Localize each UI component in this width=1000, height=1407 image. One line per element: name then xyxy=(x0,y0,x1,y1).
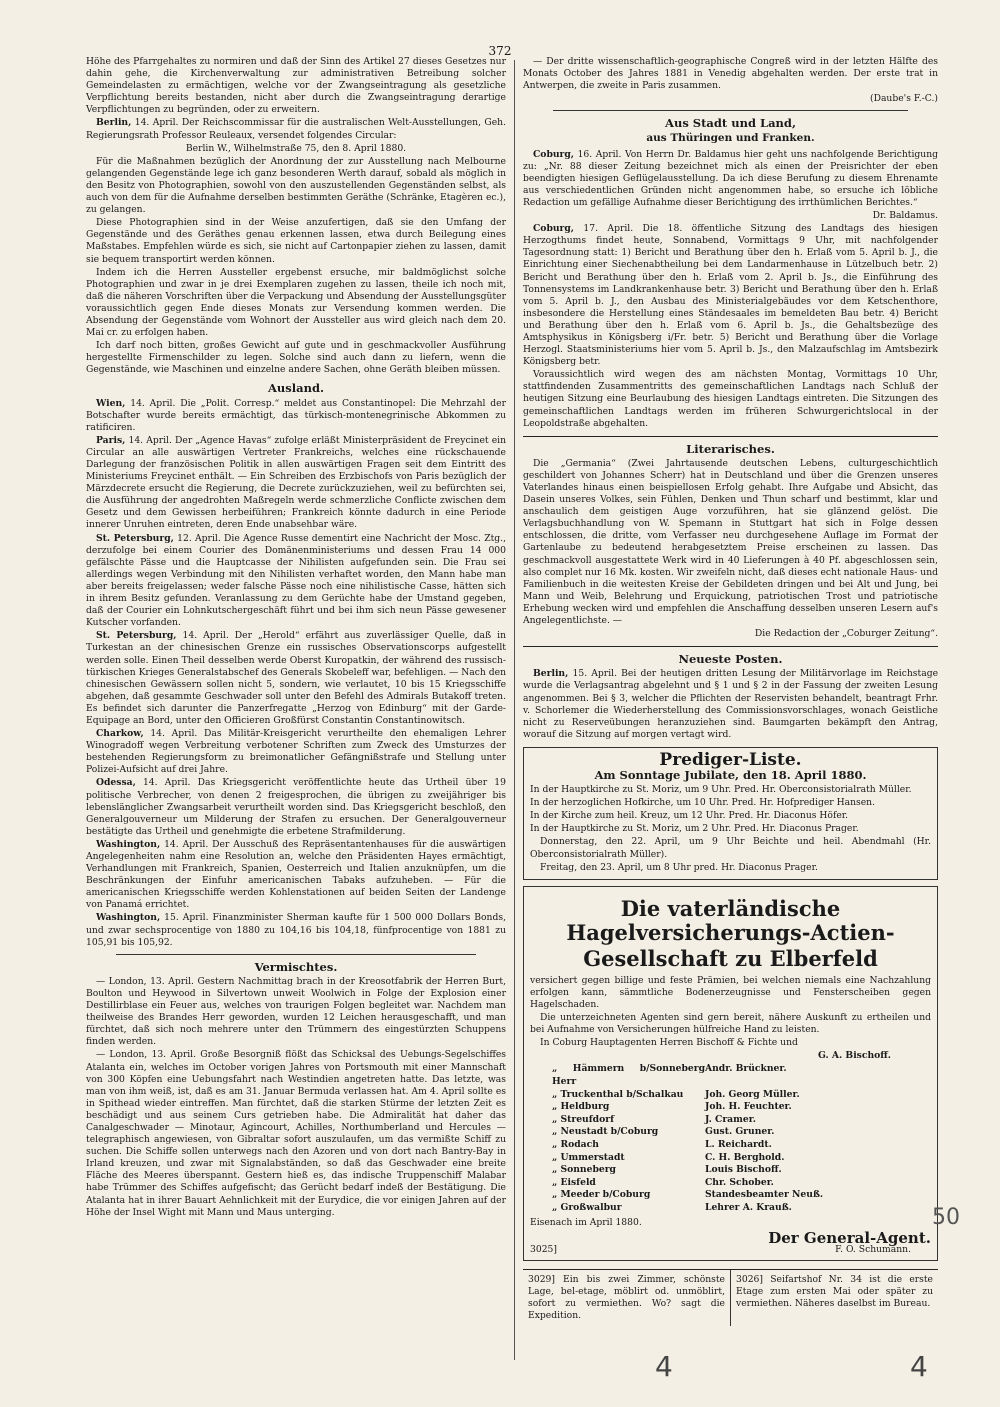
agent-intro: G. A. Bischoff. xyxy=(817,1050,891,1062)
agent-row xyxy=(530,1139,931,1152)
article-paragraph: Washington, 14. April. Der Ausschuß des Repräsentantenhauses für die auswärtigen Angelegenheiten nahm eine Resolution an, welche den Präsidenten Hayes ermächtigt, Verhandlungen mit Frankreich, Spanien, Oesterreich und Italien anzuknüpfen, um die Beschränkungen der Einfuhr americanischen Tabaks aufzuheben. — Für die americanischen Kriegsschiffe werden Kohlenstationen auf beiden Seiten der Landenge von Panamá errichtet. xyxy=(86,838,507,911)
agent-list xyxy=(530,1063,931,1214)
agent-name: Louis Bischoff. xyxy=(705,1164,782,1176)
article-paragraph: Wien, 14. April. Die „Polit. Corresp.“ meldet aus Constantinopel: Die Mehrzahl der Botschafter wurde bereits ermächtigt, das türkisch-montenegrinische Abkommen zu ratificiren. xyxy=(86,397,506,433)
ad-text: versichert gegen billige und feste Prämien, bei welchen niemals eine Nachzahlung erfolgen kann, sämmtliche Bodenerzeugnisse und Fensterscheiben gegen Hagelschaden. xyxy=(530,974,931,1010)
service-entry: In der Kirche zum heil. Kreuz, um 12 Uhr. Pred. Hr. Diaconus Höfer. xyxy=(530,810,849,822)
article-paragraph: Coburg, 16. April. Von Herrn Dr. Baldamus hier geht uns nachfolgende Berichtigung zu: „Nr. 88 dieser Zeitung bezeichnet mich als einen der Preisrichter der eben beendigten hiesigen Geflügelausstellung. Da ich diese Berufung zu diesem Ehrenamte aus verschiedentlichen Gründen nicht angenommen habe, so ersuche ich löbliche Redaction um gefällige Aufnahme dieser Berichtigung des irrthümlichen Berichtes.“ xyxy=(523,148,938,208)
agent-place: „ Heldburg xyxy=(552,1101,610,1113)
article-paragraph: Berlin W., Wilhelmstraße 75, den 8. April 1880. xyxy=(185,142,407,154)
agent-name: J. Cramer. xyxy=(705,1113,756,1125)
prediger-liste-subtitle: Am Sonntage Jubilate, den 18. April 1880. xyxy=(594,767,867,782)
ad-title: Gesellschaft zu Elberfeld xyxy=(583,945,878,971)
article-paragraph: Voraussichtlich wird wegen des am nächsten Montag, Vormittags 10 Uhr, stattfindenden Zusammentritts des gemeinschaftlichen Landtags nach Schluß der heutigen Sitzung eine Beurlaubung des hiesigen Landtags eintreten. Die Sitzungen des gemeinschaftlichen Landtags werden im früheren Schwurgerichtslocal in der Leopoldstraße abgehalten. xyxy=(523,369,938,429)
prediger-liste-box xyxy=(523,747,938,880)
divider xyxy=(523,436,938,437)
agent-name: Chr. Schober. xyxy=(705,1176,774,1188)
agent-intro: In Coburg Hauptagenten Herren Bischoff & Fichte und xyxy=(540,1037,798,1049)
article-paragraph: Berlin, 15. April. Bei der heutigen dritten Lesung der Militärvorlage im Reichstage wurde die Verlagsantrag abgelehnt und § 1 und § 2 in der Fassung der zweiten Lesung angenommen. Bei § 3, welcher die Pflichten der Reservisten behandelt, beantragt Frhr. v. Schorlemer die Wiederherstellung des Commissionsvorschlages, wonach Geistliche nicht zu Reserveübungen heranzuziehen sind. Baumgarten bekämpft den Antrag, worauf die Sitzung auf morgen vertagt wird. xyxy=(523,668,939,740)
agent-name: Joh. H. Feuchter. xyxy=(705,1101,792,1113)
article-paragraph: Die „Germania“ (Zwei Jahrtausende deutschen Lebens, culturgeschichtlich geschildert von Johannes Scherr) hat in Deutschland und über die Grenzen unseres Vaterlandes hinaus einen beispiellosen Erfolg gehabt. Ihre Aufgabe und Absicht, das Dasein unseres Volkes, sein Fühlen, Denken und Thun scharf und bestimmt, klar und anschaulich dem geistigen Auge vorzuführen, hat sie glänzend gelöst. Die Verlagsbuchhandlung von W. Spemann in Stuttgart hat sich in Folge dessen entschlossen, die dritte, vom Verfasser neu durchgesehene Auflage im Format der Gartenlaube zu bedeutend herabgesetztem Preise erscheinen zu lassen. Das geschmackvoll ausgestattete Werk wird in 40 Lieferungen à 40 Pf. abgeschlossen sein, also complet nur 16 Mk. kosten. Wir zweifeln nicht, daß dieses echt nationale Haus- und Familienbuch in die weitesten Kreise der Gebildeten dringen und bei Alt und Jung, bei Mann und Weib, Belehrung und Erquickung, patriotischen Trost und patriotische Erhebung wecken wird und empfehlen die Anschaffung desselben unseren Lesern auf's Angelegentlichste. — xyxy=(523,457,938,627)
agent-row xyxy=(530,1126,931,1139)
service-entry: Freitag, den 23. April, um 8 Uhr pred. Hr. Diaconus Prager. xyxy=(540,861,818,873)
handwritten-note: 4 xyxy=(910,1350,928,1383)
column-separator xyxy=(514,60,515,1360)
section-heading-ausland: Ausland. xyxy=(268,381,324,396)
article-paragraph: Diese Photographien sind in der Weise anzufertigen, daß sie den Umfang der Gegenstände und des Geräthes genau erkennen lassen, etwa durch Beilegung eines Maßstabes. Empfehlen würde es sich, sie nicht auf Cartonpapier ziehen zu lassen, damit sie bequem transportirt werden können. xyxy=(86,217,506,265)
agent-place: „ Streufdorf xyxy=(552,1113,615,1125)
agent-row xyxy=(530,1152,931,1165)
agent-name: L. Reichardt. xyxy=(705,1138,772,1150)
article-paragraph: Berlin, 14. April. Der Reichscommissar für die australischen Welt-Ausstellungen, Geh. Regierungsrath Professor Reuleaux, versendet folgendes Circular: xyxy=(86,117,507,141)
agent-name: Andr. Brückner. xyxy=(705,1063,787,1075)
article-paragraph: Washington, 15. April. Finanzminister Sherman kaufte für 1 500 000 Dollars Bonds, und zwar sechsprocentige von 1880 zu 104,16 bis 104,18, fünfprocentige von 1881 zu 105,91 bis 105,92. xyxy=(86,912,506,948)
ad-place-date: Eisenach im April 1880. xyxy=(530,1216,642,1228)
section-subheading-thueringen: aus Thüringen und Franken. xyxy=(646,132,815,145)
article-paragraph: Indem ich die Herren Aussteller ergebenst ersuche, mir baldmöglichst solche Photographien und zwar in je drei Exemplaren zugehen zu lassen, theile ich noch mit, daß die näheren Vorschriften über die Verpackung und Absendung der Ausstellungsgüter voraussichtlich gegen Ende dieses Monats zur Versendung kommen werden. Die Absendung der Gegenstände vom Wohnort der Aussteller aus wird gleich nach dem 20. Mai cr. zu erfolgen haben. xyxy=(86,266,506,339)
small-ad: 3029] Ein bis zwei Zimmer, schönste Lage, bel-etage, möblirt od. unmöblirt, sofort zu vermiethen. Wo? sagt die Expedition. xyxy=(528,1273,725,1322)
agent-place: „ Großwalbur xyxy=(552,1201,622,1213)
article-paragraph: Odessa, 14. April. Das Kriegsgericht veröffentlichte heute das Urtheil über 19 politische Verbrecher, von denen 2 freigesprochen, die übrigen zu zweijähriger bis lebenslänglicher Zwangsarbeit verurtheilt worden sind. Das Kriegsgericht beschloß, den Generalgouverneur um Milderung der Strafen zu ersuchen. Der Generalgouverneur bestätigte das Urtheil und genehmigte die erbetene Strafmilderung. xyxy=(86,777,506,837)
service-entry: Donnerstag, den 22. April, um 9 Uhr Beichte und heil. Abendmahl (Hr. Oberconsistorialrath Müller). xyxy=(530,836,931,860)
article-paragraph: — Der dritte wissenschaftlich-geographische Congreß wird in der letzten Hälfte des Monats October des Jahres 1881 in Venedig abgehalten werden. Der erste trat in Antwerpen, die zweite in Paris zusammen. xyxy=(523,56,938,92)
divider xyxy=(523,646,938,647)
agent-place: „ Ummerstadt xyxy=(552,1151,625,1163)
divider xyxy=(116,954,476,955)
agent-row xyxy=(530,1101,931,1114)
ad-signature-name: F. O. Schumann. xyxy=(835,1243,911,1255)
agent-place: „ Eisfeld xyxy=(552,1176,596,1188)
agent-row xyxy=(530,1089,931,1102)
agent-row xyxy=(530,1177,931,1190)
section-heading-stadt-land: Aus Stadt und Land, xyxy=(665,116,796,131)
article-paragraph: Charkow, 14. April. Das Militär-Kreisgericht verurtheilte den ehemaligen Lehrer Winogradoff wegen Verbreitung verbotener Schriften zum Zweck des Umsturzes der bestehenden Regierungsform zu breimonatlicher Gefängnißstrafe und Stellung unter Polizei-Aufsicht auf drei Jahre. xyxy=(86,728,507,776)
article-paragraph: — London, 13. April. Gestern Nachmittag brach in der Kreosotfabrik der Herren Burt, Boulton und Heywood in Silvertown unweit Woolwich in Folge der Explosion einer Destillirblase ein Feuer aus, welches von traurigen Folgen begleitet war. Nachdem man theilweise des Brandes Herr geworden, wurden 12 Leichen herausgeschafft, und man fürchtet, daß sich noch mehrere unter den Trümmern des eingestürzten Schuppens finden werden. xyxy=(86,975,506,1048)
section-heading-neueste-posten: Neueste Posten. xyxy=(678,652,783,667)
small-ad: 3026] Seifartshof Nr. 34 ist die erste Etage zum ersten Mai oder später zu vermiethen. Näheres daselbst im Bureau. xyxy=(730,1270,938,1326)
signature: Die Redaction der „Coburger Zeitung“. xyxy=(754,628,938,640)
agent-place: „ Neustadt b/Coburg xyxy=(552,1126,659,1138)
article-paragraph: St. Petersburg, 12. April. Die Agence Russe dementirt eine Nachricht der Mosc. Ztg., derzufolge bei einem Courier des Domänenministeriums und dessen Frau 14 000 gefälschte Pässe und die Hauptcasse der Nihilisten aufgefunden sein. Die Frau sei allerdings wegen Verbindung mit den Nihilisten verhaftet worden, den Mann habe man aber bereits freigelassen; weder falsche Pässe noch eine nihilistische Casse, hätten sich in ihrem Besitz gefunden. Veranlassung zu dem Gerüchte habe der Umstand gegeben, daß der Courier ein Lohnkutschergeschäft führt und bei ihm sich neun Pässe gewesener Kutscher vorfanden. xyxy=(86,532,506,629)
agent-place: „ Sonneberg xyxy=(552,1164,616,1176)
section-heading-literarisches: Literarisches. xyxy=(686,441,775,456)
service-entry: In der Hauptkirche zu St. Moriz, um 2 Uhr. Pred. Hr. Diaconus Prager. xyxy=(530,823,859,835)
agent-row xyxy=(530,1063,931,1088)
agent-row xyxy=(530,1164,931,1177)
left-column xyxy=(86,56,506,1220)
agent-name: C. H. Berghold. xyxy=(705,1151,785,1163)
ad-number: 3025] xyxy=(530,1243,557,1255)
divider xyxy=(553,110,908,111)
agent-name: Gust. Gruner. xyxy=(705,1126,775,1138)
article-paragraph: Paris, 14. April. Der „Agence Havas“ zufolge erläßt Ministerpräsident de Freycinet ein Circular an alle auswärtigen Vertreter Frankreichs, welches eine rückschauende Darlegung der französischen Politik in allen auswärtigen Fragen seit dem Eintritt des Ministeriums Freycinet enthält. — Ein Schreiben des Erzbischofs von Paris bezüglich der Märzdecrete ersucht die Regierung, die Decrete zurückzuziehen, weil zu befürchten sei, die Ausführung der angedrohten Maßregeln werde schmerzliche Conflicte zwischen dem Gesetz und dem Gewissen herbeiführen; Frankreich könnte dadurch in eine Periode innerer Unruhen eintreten, deren Ende unabsehbar wäre. xyxy=(86,434,506,531)
article-paragraph: Für die Maßnahmen bezüglich der Anordnung der zur Ausstellung nach Melbourne gelangenden Gegenstände lege ich ganz besonderen Werth darauf, sobald als möglich in den Besitz von Photographien, sowohl von den auszustellenden Gegenständen selbst, als auch von dem für die Aufnahme derselben bestimmten Geräthe (Schränke, Etagèren ec.), zu gelangen. xyxy=(86,155,506,216)
ad-title: Die vaterländische Hagelversicherungs-Actien- xyxy=(566,895,895,945)
agent-place: „ Hämmern b/Sonneberg Herr xyxy=(552,1063,705,1087)
handwritten-note: 50 xyxy=(932,1205,960,1230)
article-paragraph: — London, 13. April. Große Besorgniß flößt das Schicksal des Uebungs-Segelschiffes Atalanta ein, welches im October vorigen Jahres von Portsmouth mit einer Mannschaft von 300 Köpfen eine Uebungsfahrt nach Westindien angetreten hatte. Das letzte, was man von ihm weiß, ist, daß es am 31. Januar Bermuda verlassen hat. Am 4. April sollte es in Spithead wieder eintreffen. Man fürchtet, daß die starken Stürme der letzten Zeit es beschädigt und aus seinem Curs getrieben habe. Die Admiralität hat daher das Canalgeschwader — Minotaur, Agincourt, Achilles, Northumberland und Hercules — telegraphisch angewiesen, von Gibraltar sofort auszulaufen, um das vermißte Schiff zu suchen. Die Schiffe sollen unterwegs nach den Azoren und von dort nach Bantry-Bay in Irland kreuzen, und zwar mit Signalabständen, so daß das Geschwader eine breite Fläche des Meeres überspannt. Gestern hieß es, das indische Truppenschiff Malabar habe Trümmer des Schiffes aufgefischt; das Gerücht bedarf indeß der Bestätigung. Die Atalanta hat in ihrer Bauart Aehnlichkeit mit der Eurydice, die vor einigen Jahren auf der Höhe der Insel Wight mit Mann und Maus unterging. xyxy=(86,1049,506,1218)
article-paragraph: Coburg, 17. April. Die 18. öffentliche Sitzung des Landtags des hiesigen Herzogthums findet heute, Sonnabend, Vormittags 9 Uhr, mit nachfolgender Tagesordnung statt: 1) Bericht und Berathung über den h. Erlaß vom 5. April b. J., die Einrichtung einer Siechenabtheilung bei dem Landarmenhause in Lützelbuch betr. 2) Bericht und Berathung über den h. Erlaß vom 2. April b. Js., die Einführung des Tonnensystems im Landkrankenhause betr. 3) Bericht und Berathung über den h. Erlaß vom 5. April b. J., den Ausbau des Ministerialgebäudes vor dem Ketschenthore, insbesondere die Herstellung eines Ständesaales im bemeldeten Bau betr. 4) Bericht und Berathung über den h. Erlaß vom 6. April b. Js., die Gehaltsbezüge des Amtsphysikus in Königsberg i/Fr. betr. 5) Bericht und Berathung über die Vorlage Herzogl. Staatsministeriums hier vom 5. April b. Js., den Malzaufschlag im Amtsbezirk Königsberg betr. xyxy=(523,223,939,368)
agent-name: Standesbeamter Neuß. xyxy=(705,1189,824,1201)
agent-place: „ Rodach xyxy=(552,1138,599,1150)
page-number: 372 xyxy=(488,44,512,58)
agent-row xyxy=(530,1189,931,1202)
source-note: (Daube's F.-C.) xyxy=(870,93,938,105)
agent-place: „ Truckenthal b/Schalkau xyxy=(552,1088,684,1100)
agent-name: Joh. Georg Müller. xyxy=(705,1088,800,1100)
article-paragraph: Höhe des Pfarrgehaltes zu normiren und daß der Sinn des Artikel 27 dieses Gesetzes nur dahin gehe, die Kirchenverwaltung zur administrativen Betreibung solcher Gemeindelasten zu ermächtigen, welche vor der Zwangseintragung als gesetzliche Verpflichtung bereits bestanden, nicht aber durch die Zwangseintragung derartige Verpflichtungen zu begründen, oder zu erweitern. xyxy=(86,56,506,116)
article-paragraph: Ich darf noch bitten, großes Gewicht auf gute und in geschmackvoller Ausführung hergestellte Firmenschilder zu legen. Solche sind auch dann zu liefern, wenn die Gegenstände, wie Maschinen und einzelne andere Sachen, ohne Geräth bleiben müssen. xyxy=(86,340,506,376)
ad-signature: Der General-Agent. xyxy=(768,1228,931,1247)
article-paragraph: St. Petersburg, 14. April. Der „Herold“ erfährt aus zuverlässiger Quelle, daß in Turkestan an der chinesischen Grenze ein russisches Observationscorps aufgestellt werden solle. Einen Theil desselben werde Oberst Kuropatkin, der während des russisch-türkischen Krieges Generalstabschef des Generals Skobeleff war, befehligen. — Nach den chinesischen Gewässern sollen nicht 5, sondern, wie verlautet, 10 bis 15 Kriegsschiffe abgehen, daß gesammte Geschwader soll unter den Befehl des Admirals Butakoff treten. Es befindet sich darunter die Panzerfregatte „Herzog von Edinburg“ mit der Garde-Equipage an Bord, unter den Officieren Großfürst Constantin Constantinowitsch. xyxy=(86,630,507,726)
service-entry: In der herzoglichen Hofkirche, um 10 Uhr. Pred. Hr. Hofprediger Hansen. xyxy=(530,797,876,809)
handwritten-note: 4 xyxy=(655,1350,673,1383)
agent-place: „ Meeder b/Coburg xyxy=(552,1189,651,1201)
prediger-liste-title: Prediger-Liste. xyxy=(659,749,802,770)
agent-row xyxy=(530,1114,931,1127)
agent-name: Lehrer A. Krauß. xyxy=(705,1201,792,1213)
section-heading-vermischtes: Vermischtes. xyxy=(254,959,338,974)
service-entry: In der Hauptkirche zu St. Moriz, um 9 Uhr. Pred. Hr. Oberconsistorialrath Müller. xyxy=(530,784,912,796)
ad-text: Die unterzeichneten Agenten sind gern bereit, nähere Auskunft zu ertheilen und bei Aufnahme von Versicherungen hülfreiche Hand zu leisten. xyxy=(530,1012,931,1036)
hagelversicherung-ad xyxy=(523,886,938,1261)
signature: Dr. Baldamus. xyxy=(872,210,938,222)
agent-row xyxy=(530,1202,931,1215)
right-column xyxy=(523,56,938,1326)
small-ads xyxy=(523,1269,938,1326)
